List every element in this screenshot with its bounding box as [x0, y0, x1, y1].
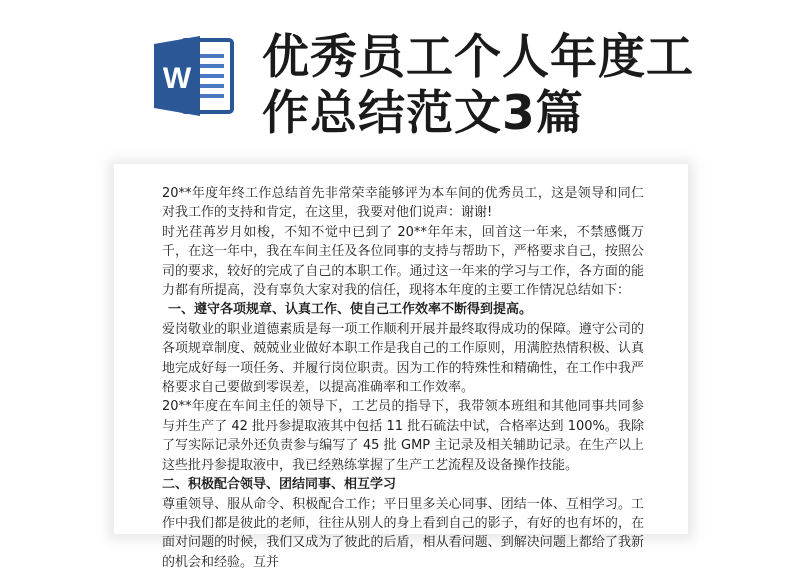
- document-body: [162, 184, 644, 572]
- paragraph-review: 时光荏苒岁月如梭，不知不觉中已到了 20**年年末，回首这一年来，不禁感慨万千，在这一年中，我在车间主任及各位同事的支持与帮助下，严格要求自己，按照公司的要求，较好的完成了自己的本职工作。通过这一年来的学习与工作，各方面的能力都有所提高，没有辜负大家对我的信任，现将本年度的主要工作情况总结如下：: [162, 223, 644, 301]
- paragraph-teamwork: 尊重领导、服从命令、积极配合工作；平日里多关心同事、团结一体、互相学习。工作中我们都是彼此的老师，往往从别人的身上看到自己的影子，有好的也有坏的，在面对问题的时候，我们又成为了彼此的后盾，相从看问题、到解决问题上都给了我新的机会和经验。互并: [162, 495, 644, 572]
- word-document-icon: [154, 34, 236, 118]
- section-heading-2: 二、积极配合领导、团结同事、相互学习: [162, 475, 644, 494]
- page-title: 优秀员工个人年度工作总结范文3篇: [262, 30, 732, 142]
- paragraph-work-ethic: 爱岗敬业的职业道德素质是每一项工作顺利开展并最终取得成功的保障。遵守公司的各项规章制度、兢兢业业做好本职工作是我自己的工作原则，用满腔热情积极、认真地完成好每一项任务、并履行岗位职责。因为工作的特殊性和精确性，在工作中我严格要求自己要做到零误差，以提高准确率和工作效率。: [162, 320, 644, 398]
- paragraph-intro: 20**年度年终工作总结首先非常荣幸能够评为本车间的优秀员工，这是领导和同仁对我工作的支持和肯定，在这里，我要对他们说声：谢谢!: [162, 184, 644, 223]
- page-header: [0, 0, 800, 160]
- document-page: [114, 164, 688, 534]
- word-logo-letter: W: [163, 62, 192, 95]
- section-heading-1: 一、遵守各项规章、认真工作、使自己工作效率不断得到提高。: [162, 300, 644, 319]
- paragraph-production: 20**年度在车间主任的领导下，工艺员的指导下，我带领本班组和其他同事共同参与并生产了 42 批丹参提取液其中包括 11 批石硫法中试，合格率达到 100%。我除了写实际记录外还负责参与编写了 45 批 GMP 主记录及相关辅助记录。在生产以上这些批丹参提取液中，我已经熟练掌握了生产工艺流程及设备操作技能。: [162, 397, 644, 475]
